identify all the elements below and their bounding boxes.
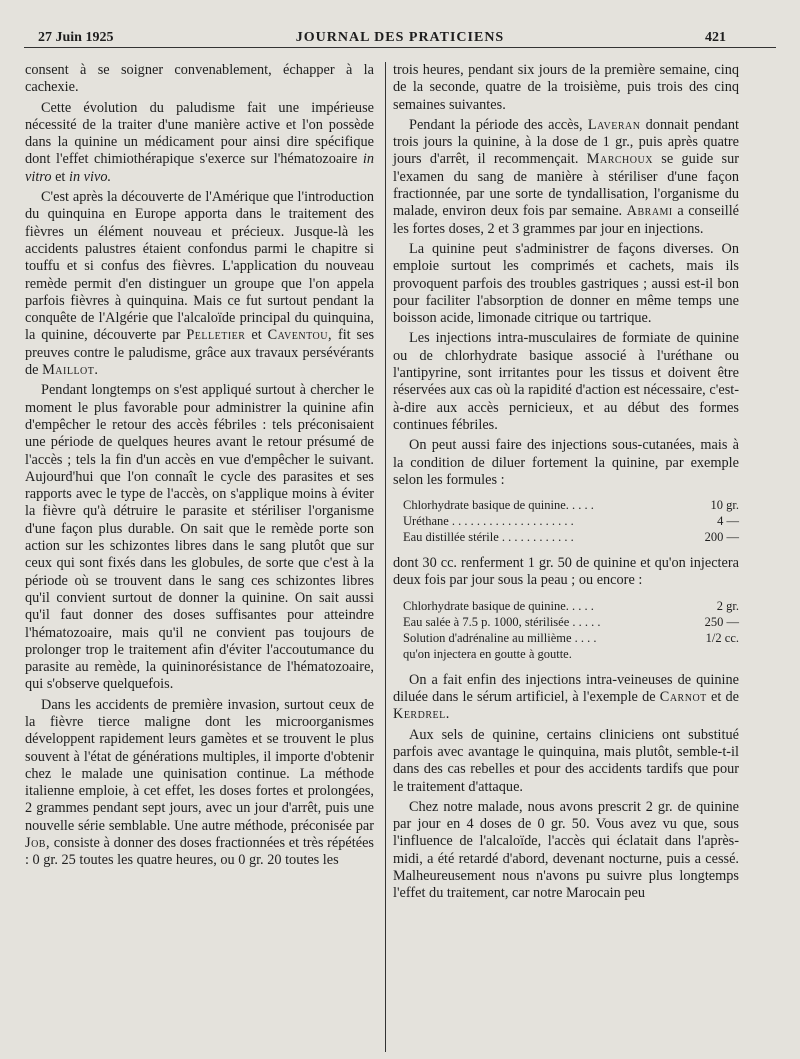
- paragraph: Les injections intra-musculaires de formiate de quinine ou de chlorhydrate basique associé à l'uréthane ou l'antipyrine, sont irritantes pour les tissus et doivent être réservées aux cas où la rapidité d'action est nécessaire, c'est-à-dire aux accès pernicieux, et au début des formes continues fébriles.: [393, 330, 739, 433]
- paragraph: Pendant la période des accès, Laveran donnait pendant trois jours la quinine, à la dose de 1 gr., puis après quatre jours d'arrêt, il recommençait. Marchoux se guide sur l'examen du sang de manière à stériliser d'une façon fractionnée, par une sorte de tyndallisation, l'organisme du malade, environ deux fois par semaine. Abrami a conseillé les fortes doses, 2 et 3 grammes par jour en injections.: [393, 116, 740, 237]
- paragraph: dont 30 cc. renferment 1 gr. 50 de quinine et qu'on injectera deux fois par jour sous la peau ; ou encore :: [393, 555, 739, 589]
- paragraph: Aux sels de quinine, certains cliniciens ont substitué parfois avec avantage le quinquina, mais plutôt, semble-t-il dans des cas rebelles et pour des accidents tardifs que pour le traitement d'attaque.: [393, 726, 739, 795]
- formula-row: Uréthane . . . . . . . . . . . . . . . . . . . . 4 —: [403, 514, 739, 529]
- author-name: Pelletier: [186, 327, 246, 344]
- paragraph: Dans les accidents de première invasion, surtout ceux de la fièvre tierce maligne dont les microorganismes développent rapidement leurs gamètes et se trouvent le plus souvent à l'état de générations multiples, il importe d'obtenir chez le malade une quinisation continue. La méthode italienne emploie, à cet effet, les doses fortes et prolongées, 2 grammes pendant sept jours, avec un jour d'arrêt, puis une nouvelle série semblable. Une autre méthode, préconisée par Job, consiste à donner des doses fractionnées et très répétées : 0 gr. 25 toutes les quatre heures, ou 0 gr. 20 toutes les: [25, 696, 374, 869]
- header-rule: [24, 47, 776, 48]
- journal-title: JOURNAL DES PRATICIENS: [295, 30, 505, 45]
- paragraph: Chez notre malade, nous avons prescrit 2 gr. de quinine par jour en 4 doses de 0 gr. 50. Vous avez vu que, sous l'influence de l'alcaloïde, l'accès qui éclatait dans l'après-midi, a été retardé d'abord, devenant nocturne, puis a cessé. Malheureusement nous n'avons pu suivre plus longtemps l'effet du traitement, car notre Marocain peu: [393, 798, 739, 902]
- left-column: [25, 62, 374, 873]
- author-name: Job,: [25, 835, 51, 852]
- author-name: Carnot: [659, 689, 707, 706]
- formula-row: Solution d'adrénaline au millième . . . . 1/2 cc.: [403, 630, 739, 645]
- paragraph: On a fait enfin des injections intra-veineuses de quinine diluée dans le sérum artificiel, à l'exemple de Carnot et de Kerdrel.: [393, 671, 739, 723]
- formula-row: Chlorhydrate basique de quinine. . . . . 10 gr.: [403, 498, 739, 513]
- column-divider: [385, 62, 386, 1052]
- author-name: Marchoux: [586, 151, 653, 168]
- formula-row: Eau distillée stérile . . . . . . . . . . . . 200 —: [403, 530, 739, 545]
- paragraph: La quinine peut s'administrer de façons diverses. On emploie surtout les comprimés et cachets, mais ils provoquent parfois des troubles gastriques ; aussi est-il bon pour faciliter l'absorption de donner en même temps une boisson acide, limonade citrique ou tartrique.: [393, 240, 739, 327]
- right-column: [393, 62, 739, 906]
- formula-1: [403, 497, 739, 545]
- formula-note: qu'on injectera en goutte à goutte.: [403, 646, 572, 661]
- formula-row: Eau salée à 7.5 p. 1000, stérilisée . . . . . 250 —: [403, 614, 739, 629]
- page-number: 421: [705, 30, 726, 45]
- page-header: [0, 0, 800, 48]
- author-name: Maillot.: [42, 362, 99, 379]
- author-name: Abrami: [626, 203, 673, 220]
- paragraph: trois heures, pendant six jours de la première semaine, cinq de la seconde, quatre de la troisième, puis trois des cinq semaines suivantes.: [393, 62, 739, 113]
- paragraph: On peut aussi faire des injections sous-cutanées, mais à la condition de diluer fortement la quinine, par exemple selon les formules :: [393, 437, 739, 488]
- paragraph: consent à se soigner convenablement, échapper à la cachexie.: [25, 62, 374, 96]
- paragraph: C'est après la découverte de l'Amérique que l'introduction du quinquina en Europe apporta dans le traitement des fièvres un élément nouveau et précieux. Jusque-là les accidents palustres étaient confondus parmi le chapitre si touffu et si confus des fièvres. L'application du nouveau remède permit d'en distinguer un groupe que l'on appela parfois fièvres à quinquina. Mais ce fut surtout pendant la conquête de l'Algérie que l'alcaloïde principal du quinquina, la quinine, découverte par Pelletier et Caventou, fit ses preuves contre le paludisme, grâce aux travaux persévérants de Maillot.: [25, 189, 375, 379]
- paragraph: Pendant longtemps on s'est appliqué surtout à chercher le moment le plus favorable pour administrer la quinine afin d'empêcher le retour des accès fébriles : tels préconisaient une période de quelques heures avant le retour présumé de l'accès ; tels la fin d'un accès en vue d'empêcher le suivant. Aujourd'hui que l'on connaît le cycle des parasites et ses rapports avec le type de l'accès, on s'applique moins à éviter la fièvre qu'à détruire le parasite et stériliser l'organisme d'une façon plus durable. On sait que le remède porte son action sur les schizontes libres dans le sang plutôt que sur ceux qui sont fixés dans les globules, de sorte que c'est à la période où se trouvent dans le sang ces schizontes libres qu'il convient surtout de donner la quinine. On sait aussi qu'il faut donner des doses suffisantes pour atteindre l'hématozoaire, mais qu'il ne convient pas toujours de prolonger trop le traitement afin d'éviter l'accoutumance du parasite au remède, la quininorésistance de l'hématozoaire, qui s'observe quelquefois.: [25, 382, 374, 693]
- paragraph: Cette évolution du paludisme fait une impérieuse nécessité de la traiter d'une manière active et l'on possède dans la quinine un médicament pour ainsi dire spécifique dont l'effet chimiothérapique s'exerce sur l'hématozoaire in vitro et in vivo.: [25, 99, 375, 185]
- author-name: Caventou,: [267, 327, 333, 344]
- formula-2: [403, 598, 739, 662]
- author-name: Kerdrel.: [393, 706, 450, 723]
- author-name: Laveran: [587, 116, 641, 133]
- issue-date: 27 Juin 1925: [38, 30, 114, 45]
- formula-row: Chlorhydrate basique de quinine. . . . . 2 gr.: [403, 598, 739, 613]
